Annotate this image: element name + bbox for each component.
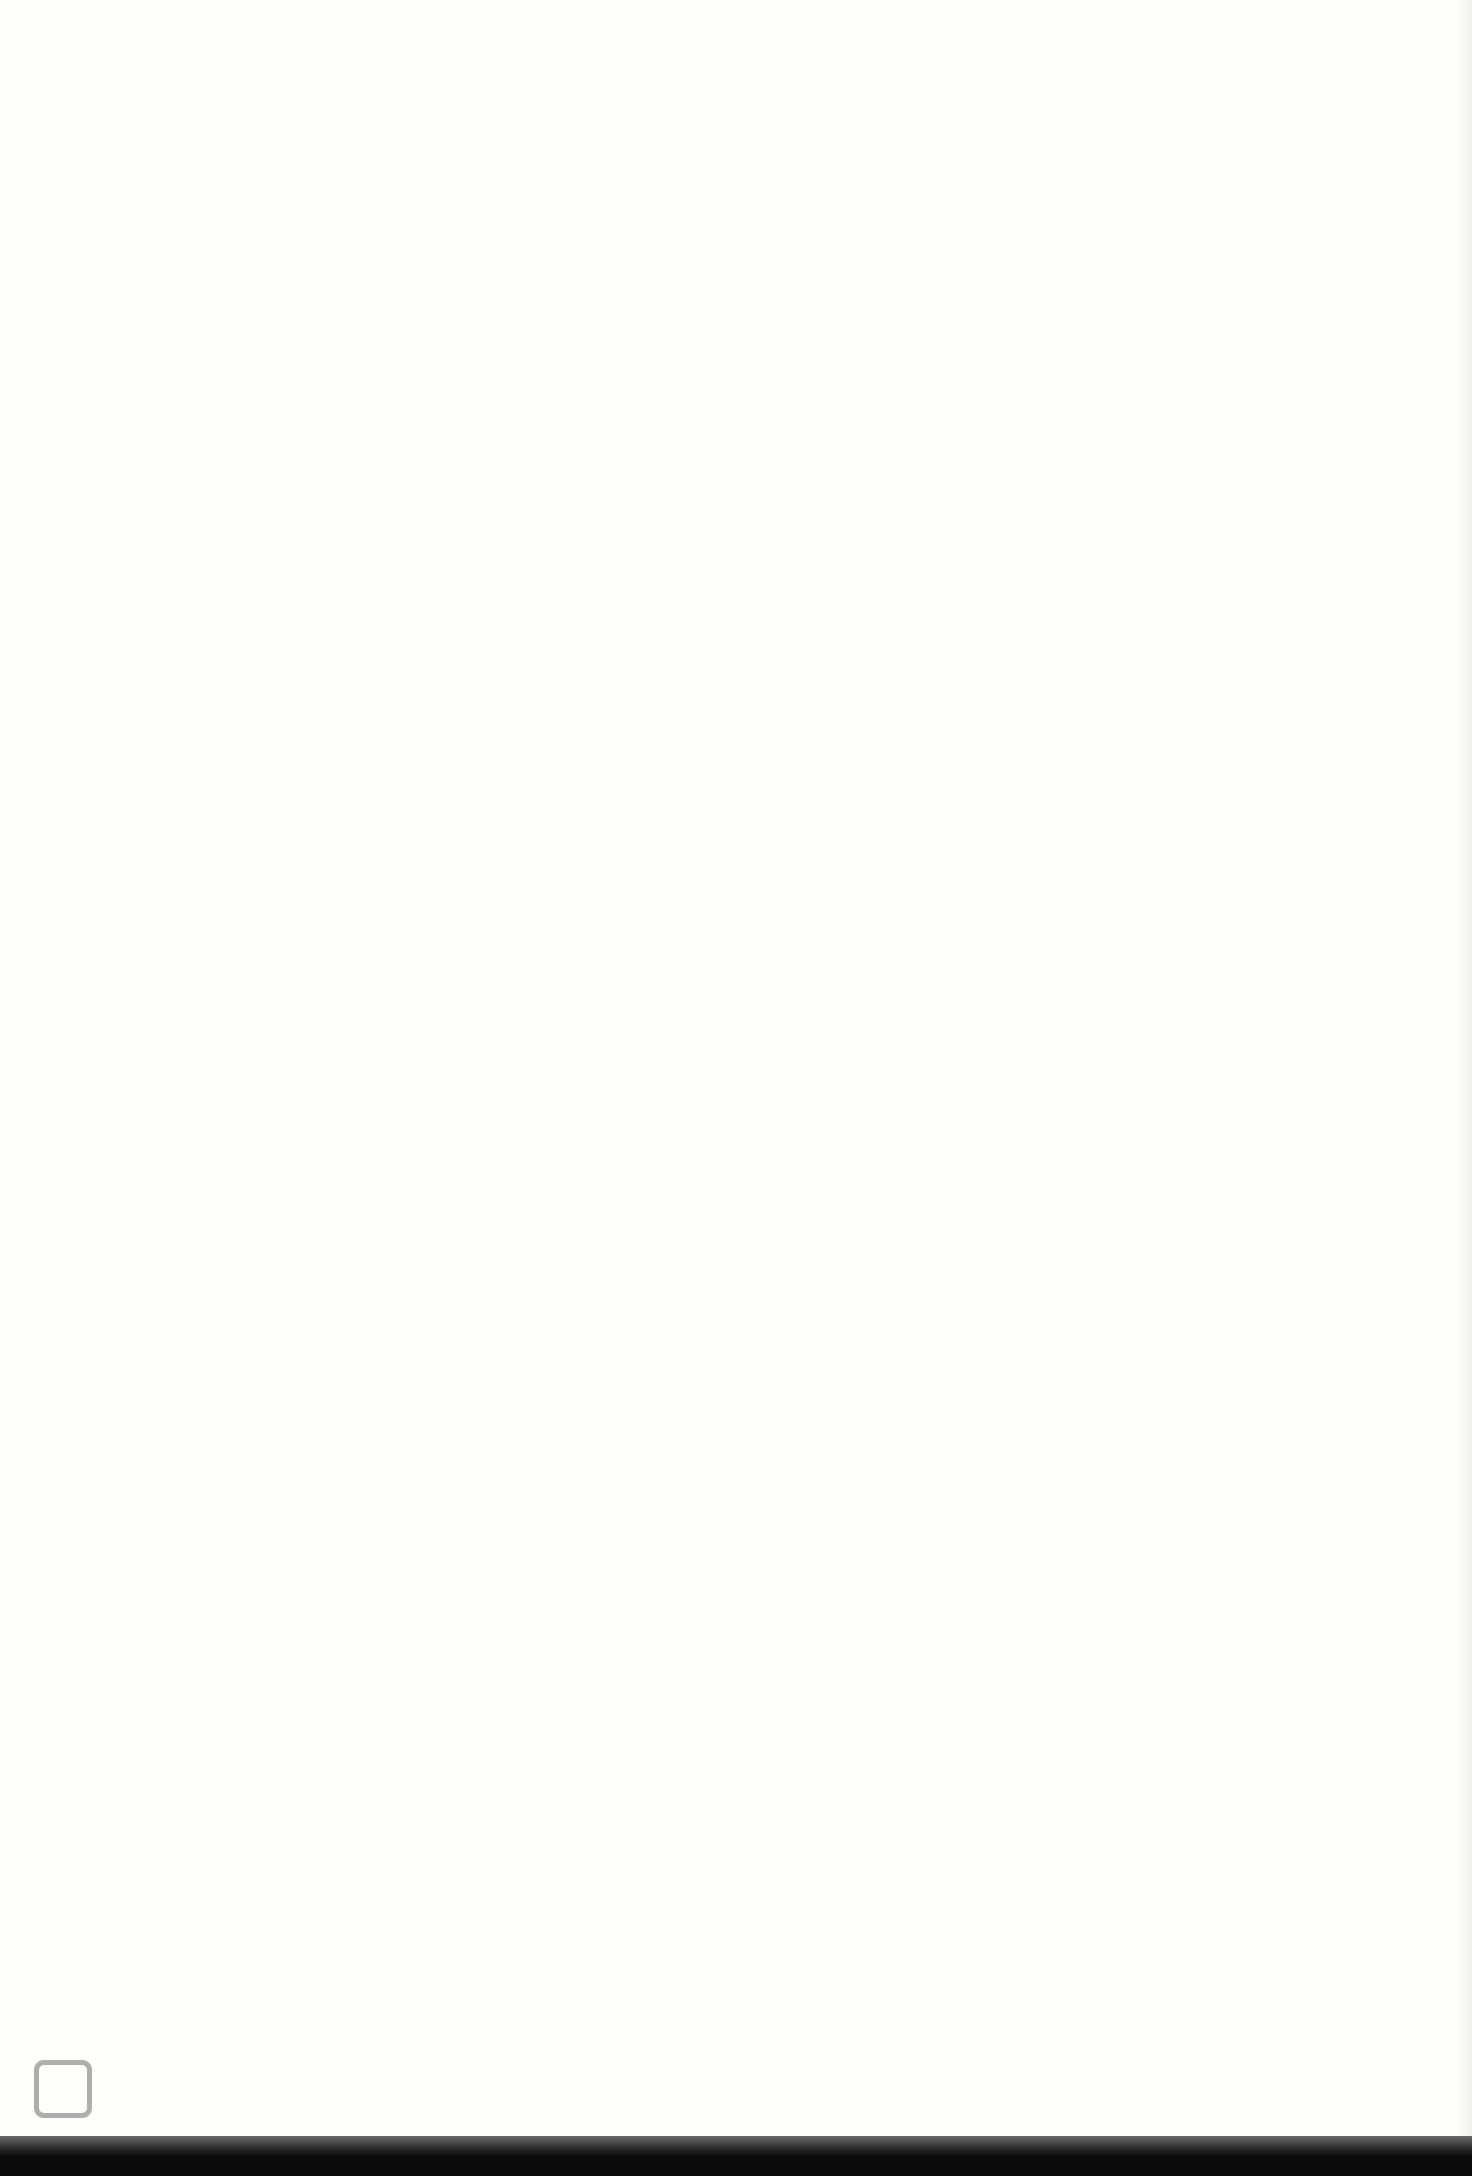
camscanner-logo-icon bbox=[34, 2060, 92, 2118]
scan-bottom-bar bbox=[0, 2136, 1472, 2176]
camscanner-watermark bbox=[34, 2060, 112, 2118]
